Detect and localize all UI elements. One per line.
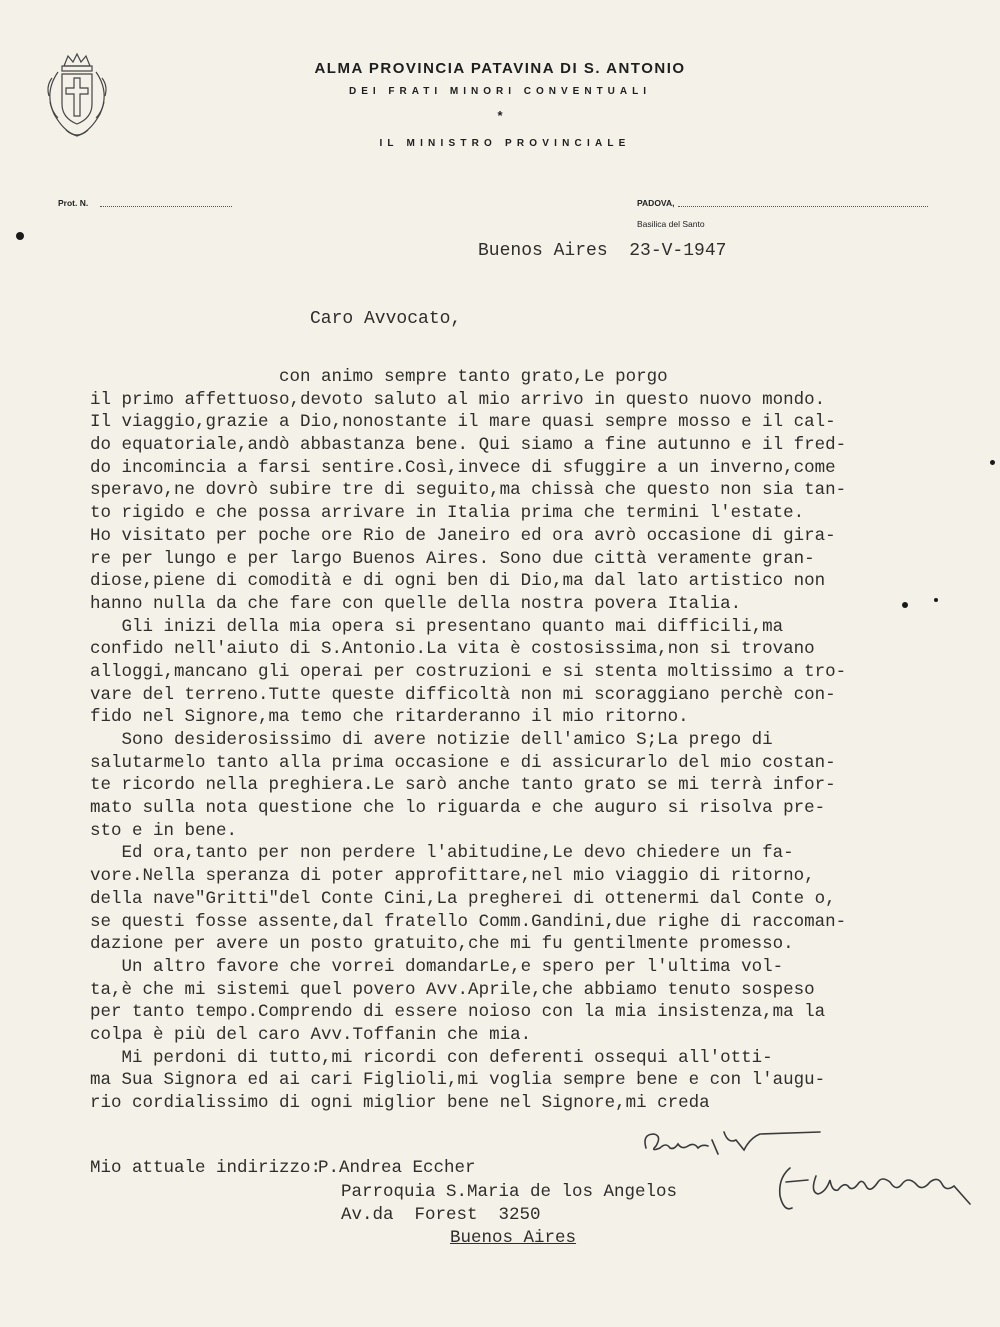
coat-of-arms-icon (40, 52, 114, 142)
letter-line: Sono desiderosissimo di avere notizie dell'amico S;La prego di (90, 730, 773, 750)
letterhead-order: DEI FRATI MINORI CONVENTUALI (348, 86, 652, 97)
letter-line: speravo,ne dovrò subire tre di seguito,ma chissà che questo non sia tan- (90, 480, 847, 501)
basilica-label: Basilica del Santo (637, 219, 705, 229)
letter-line: mato sulla nota questione che lo riguarda e che auguro si risolva pre- (90, 798, 826, 819)
letter-line: per tanto tempo.Comprendo di essere noioso con la mia insistenza,ma la (90, 1002, 826, 1023)
letter-line: Ed ora,tanto per non perdere l'abitudine,Le devo chiedere un fa- (90, 843, 794, 864)
ink-dot (990, 460, 995, 465)
ink-dot (934, 598, 938, 602)
letterhead-org: ALMA PROVINCIA PATAVINA DI S. ANTONIO (314, 60, 686, 77)
place-date: Buenos Aires 23-V-1947 (478, 241, 727, 261)
letter-line: confido nell'aiuto di S.Antonio.La vita è costosissima,non si trovano (90, 639, 815, 660)
letterhead-star: * (497, 108, 503, 123)
letter-line: Gli inizi della mia opera si presentano quanto mai difficili,ma (90, 616, 784, 637)
letter-line: rio cordialissimo di ogni miglior bene nel Signore,mi creda (90, 1093, 710, 1113)
letterhead-office: IL MINISTRO PROVINCIALE (379, 138, 631, 149)
letter-line: della nave"Gritti"del Conte Cini,La pregherei di ottenermi dal Conte o, (90, 888, 836, 909)
letter-line: vare del terreno.Tutte queste difficoltà non mi scoraggiano perchè con- (90, 684, 836, 705)
letter-line: salutarmelo tanto alla prima occasione e di assicurarlo del mio costan- (90, 752, 836, 773)
salutation: Caro Avvocato, (310, 309, 462, 329)
letter-line: dazione per avere un posto gratuito,che mi fu gentilmente promesso. (90, 934, 794, 955)
city-label: PADOVA, (637, 198, 675, 208)
letter-line: hanno nulla da che fare con quelle della nostra povera Italia. (90, 593, 742, 614)
date-line (678, 206, 928, 207)
ink-dot (902, 602, 908, 608)
letter-line: diose,piene di comodità e di ogni ben di Dio,ma dal lato artistico non (90, 571, 826, 592)
letter-line: il primo affettuoso,devoto saluto al mio arrivo in questo nuovo mondo. (90, 389, 826, 410)
letter-line: se questi fosse assente,dal fratello Comm.Gandini,due righe di raccoman- (90, 911, 847, 932)
address-label: Mio attuale indirizzo: (90, 1158, 322, 1178)
address-name: P.Andrea Eccher (318, 1158, 476, 1178)
address-city: Buenos Aires (450, 1228, 577, 1248)
letter-line: fido nel Signore,ma temo che ritarderanno il mio ritorno. (90, 707, 689, 728)
address-parish: Parroquia S.Maria de los Angelos (341, 1182, 678, 1202)
letter-line: do incomincia a farsi sentire.Così,invece di sfuggire a un inverno,come (90, 457, 836, 478)
letter-line: ta,è che mi sistemi quel povero Avv.Aprile,che abbiamo tenuto sospeso (90, 979, 815, 1000)
letter-line: te ricordo nella preghiera.Le sarò anche tanto grato se mi terrà infor- (90, 775, 836, 796)
prot-label: Prot. N. (58, 198, 89, 208)
prot-line (100, 206, 232, 207)
punch-mark (16, 232, 24, 240)
letter-line: alloggi,mancano gli operai per costruzioni e si stenta moltissimo a tro- (90, 661, 847, 682)
letter-line: ma Sua Signora ed ai cari Figlioli,mi voglia sempre bene e con l'augu- (90, 1070, 826, 1091)
address-street: Av.da Forest 3250 (341, 1205, 541, 1225)
letter-line: sto e in bene. (90, 820, 238, 841)
letter-line: vore.Nella speranza di poter approfittare,nel mio viaggio di ritorno, (90, 866, 815, 887)
letter-line: Il viaggio,grazie a Dio,nonostante il mare quasi sempre mosso e il cal- (90, 412, 836, 433)
signature (640, 1120, 980, 1220)
letter-line: Un altro favore che vorrei domandarLe,e spero per l'ultima vol- (90, 956, 784, 977)
letter-line: con animo sempre tanto grato,Le porgo (90, 367, 668, 387)
letter-line: re per lungo e per largo Buenos Aires. Sono due città veramente gran- (90, 548, 815, 569)
letter-line: Ho visitato per poche ore Rio de Janeiro ed ora avrò occasione di gira- (90, 525, 836, 546)
letter-line: to rigido e che possa arrivare in Italia prima che termini l'estate. (90, 503, 805, 524)
letter-line: do equatoriale,andò abbastanza bene. Qui siamo a fine autunno e il fred- (90, 435, 847, 456)
letter-line: colpa è più del caro Avv.Toffanin che mia. (90, 1024, 532, 1045)
letter-body (90, 366, 846, 1115)
letter-line: Mi perdoni di tutto,mi ricordi con deferenti ossequi all'otti- (90, 1047, 773, 1068)
